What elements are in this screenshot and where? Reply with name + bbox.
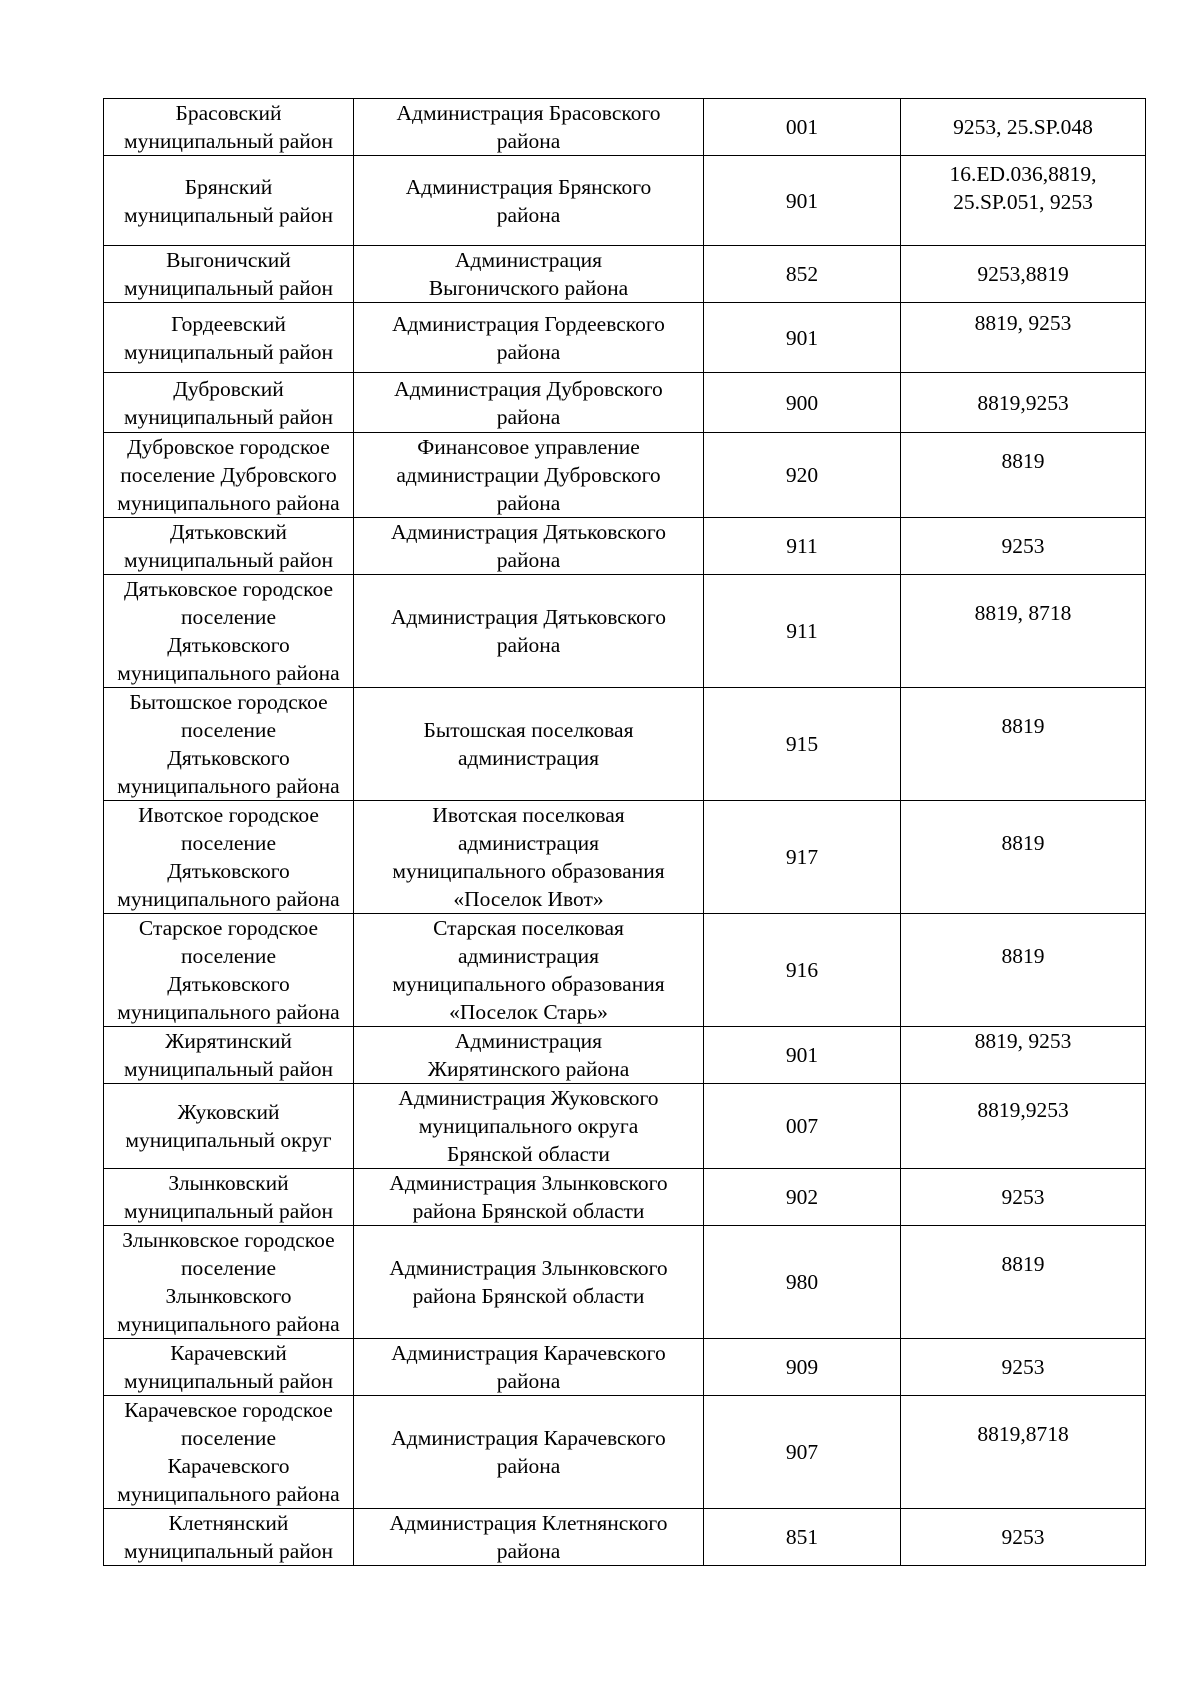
code-cell: 917 [704, 801, 901, 914]
table-row [104, 156, 1146, 246]
table-row [104, 1226, 1146, 1339]
table-body [104, 99, 1146, 1566]
table-row [104, 801, 1146, 914]
code-cell: 901 [704, 303, 901, 373]
table-row [104, 518, 1146, 575]
budget-code-cell: 8819,9253 [901, 1084, 1146, 1169]
table-row [104, 303, 1146, 373]
table-row [104, 1027, 1146, 1084]
budget-code-cell: 9253, 25.SP.048 [901, 99, 1146, 156]
table-row [104, 246, 1146, 303]
administrator-cell: Администрация Клетнянского района [354, 1509, 704, 1566]
table-row [104, 1169, 1146, 1226]
administrator-cell: Администрация Карачевского района [354, 1396, 704, 1509]
administrator-cell: Администрация Выгоничского района [354, 246, 704, 303]
budget-code-cell: 8819, 8718 [901, 575, 1146, 688]
territory-cell: Старское городское поселение Дятьковского муниципального района [104, 914, 354, 1027]
administrator-cell: Администрация Жуковского муниципального округа Брянской области [354, 1084, 704, 1169]
code-cell: 980 [704, 1226, 901, 1339]
code-cell: 851 [704, 1509, 901, 1566]
code-cell: 916 [704, 914, 901, 1027]
budget-code-cell: 9253 [901, 1169, 1146, 1226]
administrator-cell: Администрация Брянского района [354, 156, 704, 246]
territory-cell: Карачевское городское поселение Карачевского муниципального района [104, 1396, 354, 1509]
table-row [104, 433, 1146, 518]
table-row [104, 1084, 1146, 1169]
code-cell: 902 [704, 1169, 901, 1226]
territory-cell: Злынковское городское поселение Злынковского муниципального района [104, 1226, 354, 1339]
territory-cell: Бытошское городское поселение Дятьковского муниципального района [104, 688, 354, 801]
code-cell: 920 [704, 433, 901, 518]
territory-cell: Клетнянский муниципальный район [104, 1509, 354, 1566]
budget-code-cell: 8819,8718 [901, 1396, 1146, 1509]
code-cell: 901 [704, 156, 901, 246]
administrator-cell: Администрация Дятьковского района [354, 518, 704, 575]
table-row [104, 688, 1146, 801]
administrator-cell: Администрация Злынковского района Брянской области [354, 1169, 704, 1226]
budget-code-cell: 8819 [901, 433, 1146, 518]
territory-cell: Дубровское городское поселение Дубровского муниципального района [104, 433, 354, 518]
territory-cell: Гордеевский муниципальный район [104, 303, 354, 373]
table-row [104, 373, 1146, 433]
budget-code-cell: 8819 [901, 1226, 1146, 1339]
administrator-cell: Ивотская поселковая администрация муниципального образования «Поселок Ивот» [354, 801, 704, 914]
table-row [104, 1396, 1146, 1509]
budget-code-cell: 9253 [901, 1509, 1146, 1566]
municipal-budget-table [103, 98, 1146, 1566]
budget-code-cell: 8819, 9253 [901, 1027, 1146, 1084]
table-row [104, 1509, 1146, 1566]
budget-code-cell: 9253,8819 [901, 246, 1146, 303]
budget-code-cell: 16.ED.036,8819, 25.SP.051, 9253 [901, 156, 1146, 246]
administrator-cell: Администрация Дятьковского района [354, 575, 704, 688]
budget-code-cell: 9253 [901, 1339, 1146, 1396]
code-cell: 852 [704, 246, 901, 303]
administrator-cell: Старская поселковая администрация муниципального образования «Поселок Старь» [354, 914, 704, 1027]
code-cell: 900 [704, 373, 901, 433]
territory-cell: Дятьковский муниципальный район [104, 518, 354, 575]
territory-cell: Карачевский муниципальный район [104, 1339, 354, 1396]
territory-cell: Злынковский муниципальный район [104, 1169, 354, 1226]
budget-code-cell: 9253 [901, 518, 1146, 575]
code-cell: 001 [704, 99, 901, 156]
administrator-cell: Администрация Жирятинского района [354, 1027, 704, 1084]
code-cell: 915 [704, 688, 901, 801]
code-cell: 007 [704, 1084, 901, 1169]
table-row [104, 1339, 1146, 1396]
code-cell: 901 [704, 1027, 901, 1084]
table-row [104, 575, 1146, 688]
territory-cell: Ивотское городское поселение Дятьковского муниципального района [104, 801, 354, 914]
budget-code-cell: 8819, 9253 [901, 303, 1146, 373]
administrator-cell: Финансовое управление администрации Дубровского района [354, 433, 704, 518]
administrator-cell: Администрация Гордеевского района [354, 303, 704, 373]
administrator-cell: Администрация Дубровского района [354, 373, 704, 433]
territory-cell: Дубровский муниципальный район [104, 373, 354, 433]
table-row [104, 914, 1146, 1027]
territory-cell: Жуковский муниципальный округ [104, 1084, 354, 1169]
administrator-cell: Администрация Брасовского района [354, 99, 704, 156]
table-row [104, 99, 1146, 156]
territory-cell: Выгоничский муниципальный район [104, 246, 354, 303]
territory-cell: Брянский муниципальный район [104, 156, 354, 246]
territory-cell: Дятьковское городское поселение Дятьковского муниципального района [104, 575, 354, 688]
administrator-cell: Администрация Злынковского района Брянской области [354, 1226, 704, 1339]
territory-cell: Брасовский муниципальный район [104, 99, 354, 156]
administrator-cell: Бытошская поселковая администрация [354, 688, 704, 801]
budget-code-cell: 8819 [901, 801, 1146, 914]
code-cell: 907 [704, 1396, 901, 1509]
code-cell: 911 [704, 518, 901, 575]
code-cell: 909 [704, 1339, 901, 1396]
budget-code-cell: 8819 [901, 914, 1146, 1027]
code-cell: 911 [704, 575, 901, 688]
administrator-cell: Администрация Карачевского района [354, 1339, 704, 1396]
budget-code-cell: 8819 [901, 688, 1146, 801]
territory-cell: Жирятинский муниципальный район [104, 1027, 354, 1084]
budget-code-cell: 8819,9253 [901, 373, 1146, 433]
